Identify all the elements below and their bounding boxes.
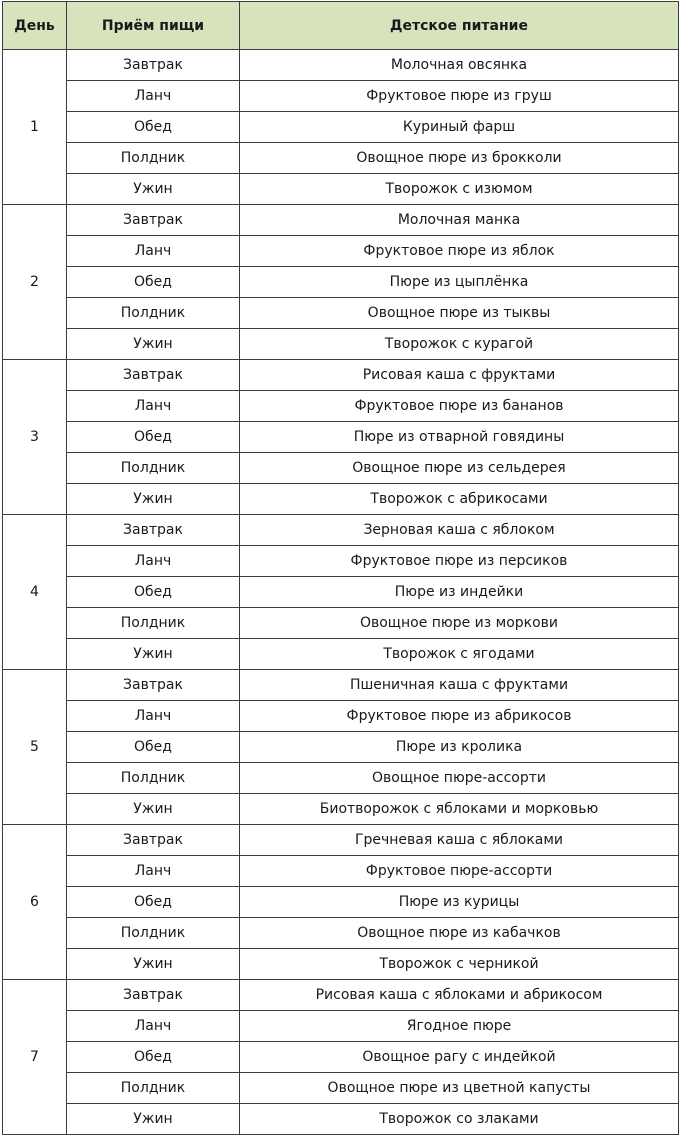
- food-cell: Творожок со злаками: [240, 1104, 679, 1135]
- meal-cell: Обед: [67, 577, 240, 608]
- meal-cell: Завтрак: [67, 825, 240, 856]
- food-cell: Молочная овсянка: [240, 50, 679, 81]
- table-row: [3, 887, 679, 918]
- header-meal: Приём пищи: [67, 2, 240, 50]
- table-row: [3, 267, 679, 298]
- table-row: [3, 205, 679, 236]
- food-cell: Овощное пюре из сельдерея: [240, 453, 679, 484]
- table-row: [3, 577, 679, 608]
- meal-cell: Ланч: [67, 391, 240, 422]
- day-number: 5: [3, 670, 67, 825]
- header-row: [3, 2, 679, 50]
- meal-cell: Ланч: [67, 236, 240, 267]
- food-cell: Творожок с черникой: [240, 949, 679, 980]
- meal-cell: Обед: [67, 887, 240, 918]
- day-number: 6: [3, 825, 67, 980]
- food-cell: Овощное пюре из цветной капусты: [240, 1073, 679, 1104]
- table-row: [3, 391, 679, 422]
- table-row: [3, 608, 679, 639]
- food-cell: Зерновая каша с яблоком: [240, 515, 679, 546]
- food-cell: Куриный фарш: [240, 112, 679, 143]
- meal-cell: Ланч: [67, 81, 240, 112]
- meal-cell: Обед: [67, 422, 240, 453]
- table-row: [3, 112, 679, 143]
- food-cell: Пюре из индейки: [240, 577, 679, 608]
- day-number: 2: [3, 205, 67, 360]
- food-cell: Молочная манка: [240, 205, 679, 236]
- meal-cell: Завтрак: [67, 515, 240, 546]
- food-cell: Фруктовое пюре-ассорти: [240, 856, 679, 887]
- table-row: [3, 763, 679, 794]
- food-cell: Овощное пюре-ассорти: [240, 763, 679, 794]
- meal-cell: Завтрак: [67, 205, 240, 236]
- food-cell: Овощное пюре из кабачков: [240, 918, 679, 949]
- meal-cell: Ужин: [67, 1104, 240, 1135]
- food-cell: Творожок с изюмом: [240, 174, 679, 205]
- food-cell: Творожок с ягодами: [240, 639, 679, 670]
- meal-cell: Ужин: [67, 639, 240, 670]
- table-row: [3, 980, 679, 1011]
- food-cell: Фруктовое пюре из груш: [240, 81, 679, 112]
- day-number: 1: [3, 50, 67, 205]
- meal-cell: Полдник: [67, 918, 240, 949]
- meal-cell: Завтрак: [67, 50, 240, 81]
- food-cell: Фруктовое пюре из бананов: [240, 391, 679, 422]
- table-row: [3, 949, 679, 980]
- food-cell: Овощное пюре из моркови: [240, 608, 679, 639]
- meal-plan-table: [2, 1, 679, 1135]
- meal-cell: Полдник: [67, 143, 240, 174]
- table-row: [3, 732, 679, 763]
- table-row: [3, 639, 679, 670]
- meal-cell: Ланч: [67, 701, 240, 732]
- table-row: [3, 484, 679, 515]
- day-number: 3: [3, 360, 67, 515]
- table-row: [3, 1073, 679, 1104]
- meal-cell: Полдник: [67, 453, 240, 484]
- table-body: [3, 50, 679, 1135]
- food-cell: Пюре из кролика: [240, 732, 679, 763]
- header-day: День: [3, 2, 67, 50]
- table-row: [3, 856, 679, 887]
- meal-cell: Ланч: [67, 1011, 240, 1042]
- meal-cell: Обед: [67, 112, 240, 143]
- meal-cell: Ужин: [67, 329, 240, 360]
- meal-cell: Полдник: [67, 763, 240, 794]
- table-row: [3, 81, 679, 112]
- meal-cell: Ужин: [67, 949, 240, 980]
- meal-cell: Обед: [67, 1042, 240, 1073]
- table-row: [3, 794, 679, 825]
- table-row: [3, 1011, 679, 1042]
- food-cell: Творожок с курагой: [240, 329, 679, 360]
- table-row: [3, 701, 679, 732]
- food-cell: Пюре из курицы: [240, 887, 679, 918]
- table-row: [3, 1104, 679, 1135]
- table-row: [3, 298, 679, 329]
- food-cell: Фруктовое пюре из персиков: [240, 546, 679, 577]
- food-cell: Биотворожок с яблоками и морковью: [240, 794, 679, 825]
- food-cell: Фруктовое пюре из абрикосов: [240, 701, 679, 732]
- table-row: [3, 143, 679, 174]
- meal-cell: Ужин: [67, 794, 240, 825]
- table-row: [3, 515, 679, 546]
- meal-cell: Полдник: [67, 298, 240, 329]
- meal-cell: Обед: [67, 732, 240, 763]
- meal-cell: Полдник: [67, 608, 240, 639]
- food-cell: Фруктовое пюре из яблок: [240, 236, 679, 267]
- food-cell: Рисовая каша с фруктами: [240, 360, 679, 391]
- table-row: [3, 1042, 679, 1073]
- food-cell: Ягодное пюре: [240, 1011, 679, 1042]
- food-cell: Пюре из цыплёнка: [240, 267, 679, 298]
- food-cell: Пшеничная каша с фруктами: [240, 670, 679, 701]
- day-number: 7: [3, 980, 67, 1135]
- food-cell: Пюре из отварной говядины: [240, 422, 679, 453]
- food-cell: Овощное рагу с индейкой: [240, 1042, 679, 1073]
- meal-cell: Завтрак: [67, 980, 240, 1011]
- meal-cell: Завтрак: [67, 670, 240, 701]
- meal-cell: Завтрак: [67, 360, 240, 391]
- meal-cell: Ланч: [67, 546, 240, 577]
- table-row: [3, 236, 679, 267]
- table-row: [3, 329, 679, 360]
- food-cell: Рисовая каша с яблоками и абрикосом: [240, 980, 679, 1011]
- day-number: 4: [3, 515, 67, 670]
- food-cell: Овощное пюре из тыквы: [240, 298, 679, 329]
- food-cell: Овощное пюре из брокколи: [240, 143, 679, 174]
- meal-cell: Полдник: [67, 1073, 240, 1104]
- table-row: [3, 50, 679, 81]
- header-food: Детское питание: [240, 2, 679, 50]
- meal-cell: Ужин: [67, 174, 240, 205]
- food-cell: Гречневая каша с яблоками: [240, 825, 679, 856]
- table-row: [3, 670, 679, 701]
- meal-cell: Обед: [67, 267, 240, 298]
- meal-cell: Ужин: [67, 484, 240, 515]
- table-row: [3, 918, 679, 949]
- table-row: [3, 174, 679, 205]
- table-row: [3, 360, 679, 391]
- table-row: [3, 546, 679, 577]
- table-row: [3, 453, 679, 484]
- table-row: [3, 422, 679, 453]
- food-cell: Творожок с абрикосами: [240, 484, 679, 515]
- meal-cell: Ланч: [67, 856, 240, 887]
- table-row: [3, 825, 679, 856]
